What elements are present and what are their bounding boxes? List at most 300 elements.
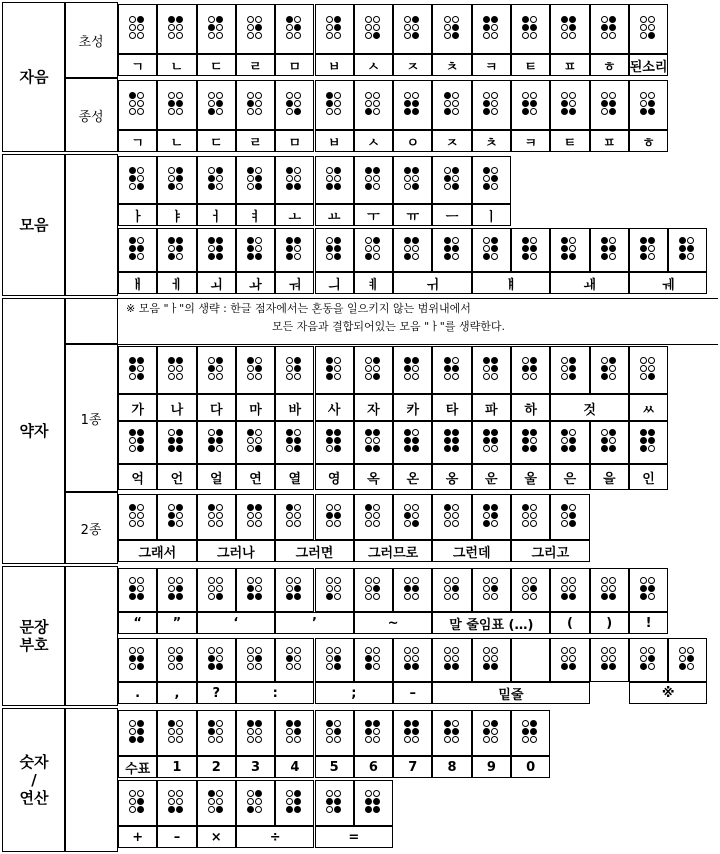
final-consonants-braille-dot	[609, 108, 616, 115]
initial-consonants-braille-dot	[444, 24, 451, 31]
initial-consonants-braille-dot	[530, 32, 537, 39]
abbrev-1b-braille-dot	[648, 445, 655, 452]
punct-a-braille-dot	[530, 577, 537, 584]
punct-b-braille-dot	[176, 663, 183, 670]
abbrev-2-braille-dot	[569, 520, 576, 527]
initial-consonants-label: 된소리	[629, 54, 668, 76]
initial-consonants-braille-dot	[216, 24, 223, 31]
abbrev-1a-braille-dot	[404, 365, 411, 372]
punct-b-braille-dot	[601, 647, 608, 654]
abbrev-1a-braille-dot	[129, 365, 136, 372]
vowels-compound-label: ㅔ	[157, 272, 196, 294]
abbrev-2-braille-dot	[137, 512, 144, 519]
punct-b-braille-dot	[255, 647, 262, 654]
punct-b-braille-dot	[247, 655, 254, 662]
abbrev-1a-braille-dot	[601, 365, 608, 372]
abbrev-1b-braille-dot	[247, 429, 254, 436]
abbrev-1b-braille-dot	[286, 445, 293, 452]
final-consonants-braille-dot	[648, 92, 655, 99]
vowels-compound-braille-dot	[452, 253, 459, 260]
punct-b-braille-dot	[601, 655, 608, 662]
numbers-braille-dot	[176, 736, 183, 743]
final-consonants-braille-dot	[648, 100, 655, 107]
final-consonants-braille-dot	[334, 108, 341, 115]
initial-consonants-braille-dot	[137, 32, 144, 39]
punct-b-braille-dot	[687, 663, 694, 670]
section-label-consonants: 자음	[2, 2, 66, 152]
numbers-label: 4	[275, 756, 314, 778]
punct-a-braille-dot	[286, 577, 293, 584]
abbrev-1a-braille-dot	[129, 373, 136, 380]
abbrev-2-braille-dot	[491, 504, 498, 511]
operators-braille-dot	[326, 798, 333, 805]
numbers-braille-dot	[530, 728, 537, 735]
final-consonants-braille-dot	[365, 92, 372, 99]
abbrev-1b-braille-dot	[294, 429, 301, 436]
punct-b-label: .	[118, 682, 157, 704]
punct-a-braille-dot	[609, 585, 616, 592]
punct-a-braille-dot	[522, 585, 529, 592]
abbrev-1b-braille-dot	[412, 437, 419, 444]
abbrev-2-braille-dot	[129, 512, 136, 519]
abbrev-2-braille-dot	[404, 504, 411, 511]
vowels-basic-braille-dot	[255, 183, 262, 190]
abbrev-2-braille-dot	[208, 520, 215, 527]
numbers-braille-dot	[247, 720, 254, 727]
abbrev-1b-braille-dot	[168, 437, 175, 444]
abbrev-2-braille-dot	[373, 520, 380, 527]
section-label-punct: 문장 부호	[2, 566, 66, 706]
abbrev-1a-braille-dot	[561, 373, 568, 380]
punct-a-braille-dot	[412, 577, 419, 584]
vowels-basic-braille-dot	[452, 167, 459, 174]
final-consonants-braille-dot	[569, 100, 576, 107]
operators-braille-dot	[137, 806, 144, 813]
vowels-basic-braille-dot	[404, 175, 411, 182]
abbrev-2-braille-dot	[522, 520, 529, 527]
abbrev-2-braille-dot	[255, 520, 262, 527]
punct-b-braille-dot	[452, 655, 459, 662]
abbrev-1a-braille-dot	[208, 365, 215, 372]
operators-braille-dot	[326, 790, 333, 797]
initial-consonants-braille-dot	[168, 24, 175, 31]
punct-a-braille-dot	[137, 593, 144, 600]
abbrev-1b-braille-dot	[561, 437, 568, 444]
abbrev-2-braille-dot	[491, 520, 498, 527]
punct-a-braille-dot	[208, 577, 215, 584]
numbers-braille-dot	[530, 720, 537, 727]
final-consonants-braille-dot	[483, 108, 490, 115]
abbrev-1b-label: 인	[629, 464, 668, 490]
punct-b-label: –	[393, 682, 432, 704]
abbrev-2-braille-dot	[129, 504, 136, 511]
abbrev-2-braille-dot	[412, 504, 419, 511]
abbrev-1b-braille-dot	[530, 445, 537, 452]
vowels-compound-braille-dot	[679, 237, 686, 244]
operators-braille-dot	[137, 798, 144, 805]
abbrev-1a-braille-dot	[444, 365, 451, 372]
punct-b-braille-dot	[648, 663, 655, 670]
vowels-compound-braille-dot	[286, 245, 293, 252]
operators-braille-dot	[247, 790, 254, 797]
vowels-compound-braille-dot	[601, 253, 608, 260]
abbrev-2-braille-dot	[334, 512, 341, 519]
punct-a-braille-dot	[255, 593, 262, 600]
punct-b-braille-dot	[444, 663, 451, 670]
punct-b-braille-dot	[334, 663, 341, 670]
punct-b-braille-dot	[491, 655, 498, 662]
note-line-1: ※ 모음 "ㅏ"의 생략 : 한글 점자에서는 혼동을 일으키지 않는 범위내에서	[126, 302, 471, 315]
abbrev-1b-label: 을	[590, 464, 629, 490]
abbrev-1a-braille-dot	[601, 373, 608, 380]
punct-a-braille-dot	[412, 593, 419, 600]
operators-braille-dot	[129, 806, 136, 813]
punct-a-braille-dot	[609, 577, 616, 584]
punct-b-braille-dot	[334, 647, 341, 654]
numbers-braille-dot	[216, 720, 223, 727]
punct-b-braille-dot	[216, 655, 223, 662]
vowels-basic-braille-dot	[483, 175, 490, 182]
abbrev-2-braille-dot	[247, 512, 254, 519]
vowels-basic-braille-dot	[137, 183, 144, 190]
punct-a-braille-dot	[444, 593, 451, 600]
punct-a-label: ‘	[197, 612, 276, 634]
punct-b-braille-dot	[483, 663, 490, 670]
final-consonants-braille-dot	[648, 108, 655, 115]
final-consonants-braille-dot	[176, 100, 183, 107]
initial-consonants-braille-dot	[286, 32, 293, 39]
operators-braille-dot	[168, 798, 175, 805]
final-consonants-braille-dot	[216, 100, 223, 107]
numbers-braille-dot	[294, 728, 301, 735]
initial-consonants-braille-dot	[609, 16, 616, 23]
punct-b-middle-label	[511, 638, 550, 682]
abbrev-1b-braille-dot	[609, 445, 616, 452]
section-label-vowels: 모음	[2, 154, 66, 296]
vowels-compound-braille-dot	[444, 245, 451, 252]
punct-a-braille-dot	[294, 585, 301, 592]
initial-consonants-braille-dot	[561, 24, 568, 31]
numbers-braille-dot	[326, 736, 333, 743]
vowels-basic-label: ㅠ	[393, 204, 432, 226]
abbrev-1a-braille-dot	[168, 373, 175, 380]
initial-consonants-braille-dot	[569, 32, 576, 39]
punct-a-braille-dot	[609, 593, 616, 600]
final-consonants-braille-dot	[334, 100, 341, 107]
initial-consonants-braille-dot	[247, 24, 254, 31]
abbrev-2-braille-dot	[286, 520, 293, 527]
abbrev-2-braille-dot	[137, 504, 144, 511]
initial-consonants-label: ㄱ	[118, 54, 157, 76]
punct-b-braille-dot	[137, 655, 144, 662]
vowels-compound-braille-dot	[326, 237, 333, 244]
abbrev-1a-braille-dot	[286, 365, 293, 372]
abbrev-1b-braille-dot	[216, 437, 223, 444]
vowels-basic-braille-dot	[129, 175, 136, 182]
abbrev-1b-braille-dot	[569, 445, 576, 452]
vowels-compound-braille-dot	[609, 245, 616, 252]
final-consonants-label: ㅋ	[511, 130, 550, 152]
abbrev-1a-braille-dot	[334, 373, 341, 380]
initial-consonants-braille-dot	[491, 32, 498, 39]
abbrev-1a-braille-dot	[648, 357, 655, 364]
abbrev-1b-braille-dot	[601, 445, 608, 452]
abbrev-1b-braille-dot	[491, 437, 498, 444]
punct-b-braille-dot	[365, 647, 372, 654]
abbrev-2-braille-dot	[530, 520, 537, 527]
vowels-basic-braille-dot	[334, 183, 341, 190]
final-consonants-braille-dot	[137, 108, 144, 115]
abbrev-2-braille-dot	[412, 520, 419, 527]
abbrev-2-braille-dot	[365, 520, 372, 527]
abbrev-2-braille-dot	[569, 504, 576, 511]
punct-b-braille-dot	[365, 663, 372, 670]
punct-b-braille-dot	[601, 663, 608, 670]
punct-b-braille-dot	[491, 647, 498, 654]
numbers-label: 5	[315, 756, 354, 778]
vowels-basic-braille-dot	[483, 167, 490, 174]
initial-consonants-label: ㄷ	[197, 54, 236, 76]
punct-b-braille-dot	[640, 647, 647, 654]
initial-consonants-braille-dot	[208, 24, 215, 31]
initial-consonants-braille-dot	[365, 24, 372, 31]
punct-b-braille-dot	[168, 655, 175, 662]
abbrev-1a-braille-dot	[412, 373, 419, 380]
vowels-compound-braille-dot	[168, 245, 175, 252]
final-consonants-braille-dot	[373, 92, 380, 99]
punct-a-braille-dot	[561, 577, 568, 584]
abbrev-1a-braille-dot	[176, 357, 183, 364]
numbers-braille-dot	[294, 736, 301, 743]
abbrev-2-braille-dot	[444, 512, 451, 519]
vowels-compound-braille-dot	[491, 245, 498, 252]
vowels-basic-braille-dot	[491, 183, 498, 190]
abbrev-1b-label: 울	[511, 464, 550, 490]
punct-b-braille-dot	[648, 647, 655, 654]
abbrev-1a-braille-dot	[569, 357, 576, 364]
abbrev-1b-braille-dot	[522, 429, 529, 436]
vowels-compound-braille-dot	[412, 237, 419, 244]
final-consonants-braille-dot	[601, 100, 608, 107]
abbrev-1a-label: 자	[354, 394, 393, 422]
abbrev-1b-braille-dot	[609, 437, 616, 444]
abbrev-1a-braille-dot	[373, 357, 380, 364]
abbrev-1b-braille-dot	[412, 429, 419, 436]
final-consonants-braille-dot	[365, 108, 372, 115]
abbrev-2-braille-dot	[208, 512, 215, 519]
abbrev-2-braille-dot	[373, 504, 380, 511]
vowels-compound-braille-dot	[412, 245, 419, 252]
punct-a-braille-dot	[373, 593, 380, 600]
vowels-compound-braille-dot	[530, 237, 537, 244]
punct-a-braille-dot	[444, 577, 451, 584]
punct-a-braille-dot	[404, 593, 411, 600]
abbrev-2-braille-dot	[404, 512, 411, 519]
vowels-compound-braille-dot	[216, 237, 223, 244]
numbers-braille-dot	[286, 728, 293, 735]
initial-consonants-braille-dot	[168, 32, 175, 39]
section-label-abbrev: 약자	[2, 298, 66, 564]
punct-b-braille-dot	[326, 655, 333, 662]
vowels-basic-label: ㅡ	[432, 204, 471, 226]
initial-consonants-braille-dot	[640, 32, 647, 39]
vowels-basic-braille-dot	[294, 183, 301, 190]
operators-braille-dot	[286, 806, 293, 813]
vowels-basic-braille-dot	[255, 175, 262, 182]
final-consonants-braille-dot	[561, 92, 568, 99]
numbers-braille-dot	[483, 720, 490, 727]
abbrev-1a-braille-dot	[483, 365, 490, 372]
abbrev-1a-braille-dot	[609, 357, 616, 364]
punct-a-braille-dot	[326, 585, 333, 592]
abbrev-2-braille-dot	[444, 504, 451, 511]
operators-braille-dot	[208, 790, 215, 797]
punct-b-braille-dot	[412, 647, 419, 654]
vowels-basic-label: ㅕ	[236, 204, 275, 226]
punct-b-braille-dot	[168, 663, 175, 670]
vowels-basic-braille-dot	[326, 183, 333, 190]
vowels-compound-braille-dot	[294, 253, 301, 260]
abbrev-2-braille-dot	[286, 504, 293, 511]
abbrev-1a-braille-dot	[412, 357, 419, 364]
vowels-compound-braille-dot	[561, 245, 568, 252]
numbers-braille-dot	[404, 728, 411, 735]
final-consonants-braille-dot	[452, 92, 459, 99]
punct-a-braille-dot	[648, 577, 655, 584]
abbrev-2-braille-dot	[176, 520, 183, 527]
abbrev-1b-braille-dot	[334, 445, 341, 452]
abbrev-1b-braille-dot	[326, 445, 333, 452]
vowels-compound-braille-dot	[326, 253, 333, 260]
numbers-braille-dot	[452, 736, 459, 743]
initial-consonants-braille-dot	[452, 32, 459, 39]
punct-b-braille-dot	[569, 655, 576, 662]
vowels-compound-label: ㅘ	[236, 272, 275, 294]
abbrev-1b-braille-dot	[255, 445, 262, 452]
vowels-compound-label: ㅙ	[550, 272, 629, 294]
punct-b-braille-dot	[687, 655, 694, 662]
punct-a-label: 말 줄임표 (…)	[432, 612, 550, 634]
punct-b-braille-dot	[216, 647, 223, 654]
abbrev-1b-braille-dot	[444, 445, 451, 452]
final-consonants-braille-dot	[216, 108, 223, 115]
initial-consonants-braille-dot	[334, 16, 341, 23]
abbrev-1b-label: 옹	[432, 464, 471, 490]
vowels-compound-braille-dot	[373, 253, 380, 260]
abbrev-1b-label: 운	[472, 464, 511, 490]
abbrev-1a-braille-dot	[648, 373, 655, 380]
numbers-label: 9	[472, 756, 511, 778]
punct-a-braille-dot	[569, 593, 576, 600]
initial-consonants-braille-dot	[648, 24, 655, 31]
final-consonants-label: ㅊ	[472, 130, 511, 152]
final-consonants-braille-dot	[137, 92, 144, 99]
vowels-compound-braille-dot	[365, 253, 372, 260]
initial-consonants-braille-dot	[294, 16, 301, 23]
vowels-compound-braille-dot	[530, 253, 537, 260]
abbrev-1b-braille-dot	[286, 437, 293, 444]
punct-a-label: (	[550, 612, 589, 634]
final-consonants-label: ㅈ	[432, 130, 471, 152]
punct-a-braille-dot	[601, 577, 608, 584]
punct-b-braille-dot	[609, 655, 616, 662]
vowels-compound-braille-dot	[601, 245, 608, 252]
punct-a-braille-dot	[373, 577, 380, 584]
punct-a-braille-dot	[365, 593, 372, 600]
vowels-basic-braille-dot	[168, 175, 175, 182]
vowels-compound-braille-dot	[522, 253, 529, 260]
abbrev-1b-braille-dot	[561, 445, 568, 452]
numbers-braille-dot	[286, 736, 293, 743]
numbers-braille-dot	[365, 736, 372, 743]
final-consonants-label: ㅅ	[354, 130, 393, 152]
punct-b-braille-dot	[176, 647, 183, 654]
initial-consonants-label: ㅎ	[590, 54, 629, 76]
vowels-compound-braille-dot	[334, 253, 341, 260]
initial-consonants-braille-dot	[373, 16, 380, 23]
numbers-braille-dot	[412, 736, 419, 743]
abbrev-1b-braille-dot	[208, 445, 215, 452]
vowels-basic-braille-dot	[334, 175, 341, 182]
vowels-basic-braille-dot	[168, 183, 175, 190]
vowels-basic-braille-dot	[286, 183, 293, 190]
abbrev-1a-braille-dot	[648, 365, 655, 372]
initial-consonants-braille-dot	[286, 16, 293, 23]
initial-consonants-braille-dot	[373, 24, 380, 31]
initial-consonants-braille-dot	[609, 24, 616, 31]
punct-a-braille-dot	[137, 585, 144, 592]
final-consonants-braille-dot	[176, 92, 183, 99]
abbrev-1b-braille-dot	[334, 429, 341, 436]
initial-consonants-braille-dot	[522, 24, 529, 31]
abbrev-1b-braille-dot	[176, 445, 183, 452]
numbers-braille-dot	[522, 728, 529, 735]
punct-b-braille-dot	[404, 663, 411, 670]
final-consonants-braille-dot	[326, 92, 333, 99]
abbrev-1b-braille-dot	[561, 429, 568, 436]
abbrev-2-braille-dot	[334, 520, 341, 527]
section-label-numbers: 숫자 / 연산	[2, 708, 66, 852]
subsection-label-type1: 1종	[64, 344, 118, 492]
abbrev-1a-braille-dot	[569, 373, 576, 380]
final-consonants-braille-dot	[452, 108, 459, 115]
abbrev-2-braille-dot	[365, 512, 372, 519]
final-consonants-label: ㅎ	[629, 130, 668, 152]
vowels-basic-braille-dot	[373, 175, 380, 182]
vowels-compound-braille-dot	[334, 245, 341, 252]
abbrev-1a-braille-dot	[609, 365, 616, 372]
vowels-basic-label: ㅓ	[197, 204, 236, 226]
initial-consonants-braille-dot	[530, 16, 537, 23]
punct-a-braille-dot	[452, 585, 459, 592]
abbrev-1b-braille-dot	[373, 445, 380, 452]
initial-consonants-label: ㄹ	[236, 54, 275, 76]
vowels-compound-braille-dot	[569, 253, 576, 260]
abbrev-2-braille-dot	[176, 512, 183, 519]
vowels-compound-braille-dot	[137, 253, 144, 260]
vowels-basic-braille-dot	[176, 183, 183, 190]
punct-a-braille-dot	[216, 585, 223, 592]
abbrev-1a-braille-dot	[255, 357, 262, 364]
final-consonants-braille-dot	[168, 100, 175, 107]
abbrev-1b-braille-dot	[491, 445, 498, 452]
abbrev-2-braille-dot	[412, 512, 419, 519]
abbrev-1a-braille-dot	[522, 357, 529, 364]
abbrev-1a-braille-dot	[609, 373, 616, 380]
punct-b-braille-dot	[208, 663, 215, 670]
operators-label: +	[118, 826, 157, 848]
operators-braille-dot	[294, 798, 301, 805]
